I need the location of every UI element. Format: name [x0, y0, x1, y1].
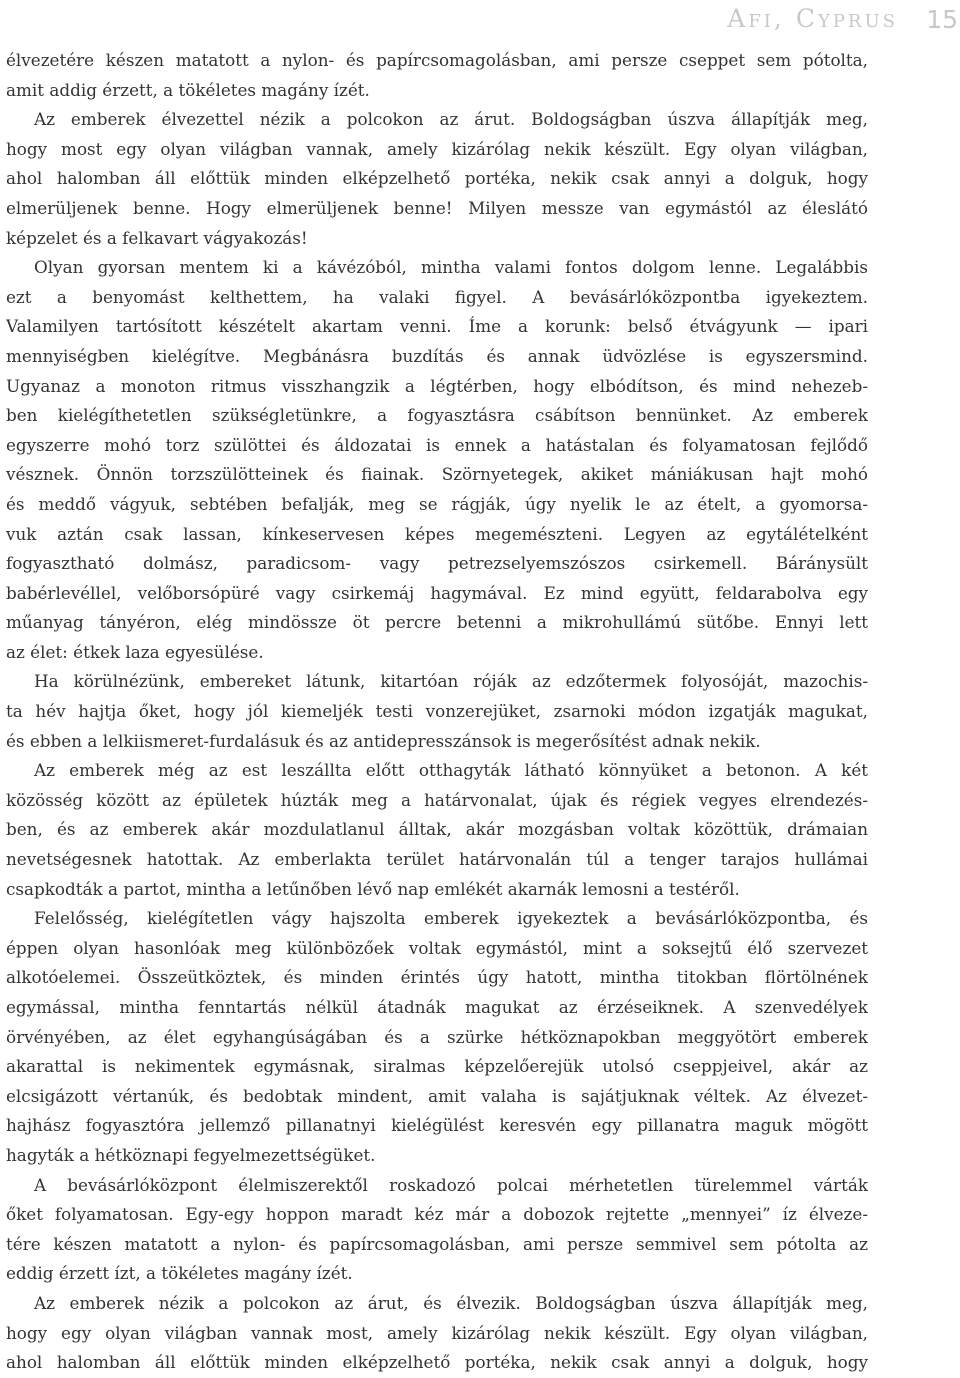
text-line: és meddő vágyuk, sebtében befalják, meg se rágják, úgy nyelik le az ételt, a gyomorsa-	[6, 493, 868, 514]
text-line: amit addig érzett, a tökéletes magány ízét.	[6, 79, 370, 100]
text-line: Olyan gyorsan mentem ki a kávézóból, mintha valami fontos dolgom lenne. Legalábbis	[34, 257, 868, 278]
text-line: ahol halomban áll előttük minden elképzelhető portéka, nekik csak annyi a dolguk, hogy	[6, 168, 868, 189]
text-line: tére készen matatott a nylon- és papírcsomagolásban, ami persze semmivel sem pótolta az	[6, 1233, 868, 1254]
text-line: ben kielégíthetetlen szükségletünkre, a fogyasztásra csábítson bennünket. Az emberek	[6, 405, 868, 426]
text-line: Felelősség, kielégítetlen vágy hajszolta emberek igyekeztek a bevásárlóközpontba, és	[34, 908, 868, 929]
text-line: nevetségesnek hatottak. Az emberlakta terület határvonalán túl a tenger tarajos hullámai	[6, 849, 868, 870]
text-line: műanyag tányéron, elég mindössze öt percre betenni a mikrohullámú sütőbe. Ennyi lett	[6, 612, 868, 633]
text-line: elmerüljenek benne. Hogy elmerüljenek benne! Milyen messze van egymástól az éleslátó	[6, 197, 868, 218]
text-line: örvényében, az élet egyhangúságában és a szürke hétköznapokban meggyötört emberek	[6, 1026, 868, 1047]
text-line: ahol halomban áll előttük minden elképzelhető portéka, nekik csak annyi a dolguk, hogy	[6, 1352, 868, 1373]
text-line: ta hév hajtja őket, hogy jól kiemeljék testi vonzerejüket, zsarnoki módon izgatják magukat,	[6, 701, 868, 722]
text-line: éppen olyan hasonlóak meg különbözőek voltak egymástól, mint a soksejtű élő szervezet	[6, 937, 868, 958]
text-line: Ha körülnézünk, embereket látunk, kitartóan róják az edzőtermek folyosóját, mazochis-	[34, 671, 868, 692]
text-line: őket folyamatosan. Egy-egy hoppon maradt kéz már a dobozok rejtette „mennyei” íz élveze-	[6, 1204, 868, 1225]
text-line: elcsigázott vértanúk, és bedobtak mindent, amit valaha is sajátjuknak véltek. Az élvezet-	[6, 1085, 868, 1106]
text-line: A bevásárlóközpont élelmiszerektől roskadozó polcai mérhetetlen türelemmel várták	[34, 1174, 868, 1195]
text-line: vuk aztán csak lassan, kínkeservesen képes megemészteni. Legyen az egytálételként	[6, 523, 868, 544]
body-text	[6, 46, 868, 1378]
text-line: Az emberek még az est leszállta előtt otthagyták látható könnyüket a betonon. A két	[34, 760, 868, 781]
text-line: csapkodták a partot, mintha a letűnőben lévő nap emlékét akarnák lemosni a testéről.	[6, 878, 740, 899]
page-header	[0, 0, 960, 44]
running-head: Afi, Cyprus	[727, 4, 898, 33]
text-line: Ugyanaz a monoton ritmus visszhangzik a légtérben, hogy elbódítson, és mind nehezeb-	[6, 375, 868, 396]
text-line: képzelet és a felkavart vágyakozás!	[6, 227, 308, 248]
text-line: és ebben a lelkiismeret-furdalásuk és az antidepresszánsok is megerősítést adnak nekik.	[6, 730, 761, 751]
text-line: vésznek. Önnön torzszülötteinek és fiainak. Szörnyetegek, akiket mániákusan hajt mohó	[6, 464, 868, 485]
page-number: 15	[926, 5, 958, 34]
text-line: Az emberek nézik a polcokon az árut, és élvezik. Boldogságban úszva állapítják meg,	[34, 1292, 868, 1313]
text-line: mennyiségben kielégítve. Megbánásra buzdítás és annak üdvözlése is egyszersmind.	[6, 345, 868, 366]
text-line: egymással, mintha fenntartás nélkül átadnák magukat az érzéseiknek. A szenvedélyek	[6, 997, 868, 1017]
text-line: fogyasztható dolmász, paradicsom- vagy petrezselyemszószos csirkemell. Báránysült	[6, 553, 868, 574]
text-line: közösség között az épületek húzták meg a határvonalat, újak és régiek vegyes elrendezés-	[6, 789, 868, 810]
text-line: hogy most egy olyan világban vannak, amely kizárólag nekik készült. Egy olyan világban,	[6, 138, 868, 159]
text-line: akarattal is nekimentek egymásnak, siralmas képzelőerejük utolsó cseppjeivel, akár az	[6, 1056, 868, 1077]
text-line: ezt a benyomást kelthettem, ha valaki figyel. A bevásárlóközpontba igyekeztem.	[6, 286, 868, 307]
text-line: eddig érzett ízt, a tökéletes magány ízét.	[6, 1263, 353, 1284]
text-line: az élet: étkek laza egyesülése.	[6, 641, 264, 662]
text-line: hajhász fogyasztóra jellemző pillanatnyi kielégülést keresvén egy pillanatra maguk mögött	[6, 1115, 868, 1136]
text-line: egyszerre mohó torz szülöttei és áldozatai is ennek a hatástalan és folyamatosan fejlődő	[6, 434, 868, 455]
text-line: alkotóelemei. Összeütköztek, és minden érintés úgy hatott, mintha titokban flörtölnének	[6, 967, 868, 988]
text-line: Az emberek élvezettel nézik a polcokon az árut. Boldogságban úszva állapítják meg,	[34, 109, 868, 130]
text-line: ben, és az emberek akár mozdulatlanul álltak, akár mozgásban voltak közöttük, drámaian	[6, 819, 868, 840]
text-line: Valamilyen tartósított készételt akartam venni. Íme a korunk: belső étvágyunk — ipari	[6, 316, 868, 337]
text-line: babérlevéllel, velőborsópüré vagy csirkemáj hagymával. Ez mind együtt, feldarabolva egy	[6, 582, 868, 603]
text-line: élvezetére készen matatott a nylon- és papírcsomagolásban, ami persze cseppet sem pótolta,	[6, 50, 868, 70]
text-line: hogy egy olyan világban vannak most, amely kizárólag nekik készült. Egy olyan világban,	[6, 1322, 868, 1343]
text-line: hagyták a hétköznapi fegyelmezettségüket.	[6, 1144, 376, 1165]
